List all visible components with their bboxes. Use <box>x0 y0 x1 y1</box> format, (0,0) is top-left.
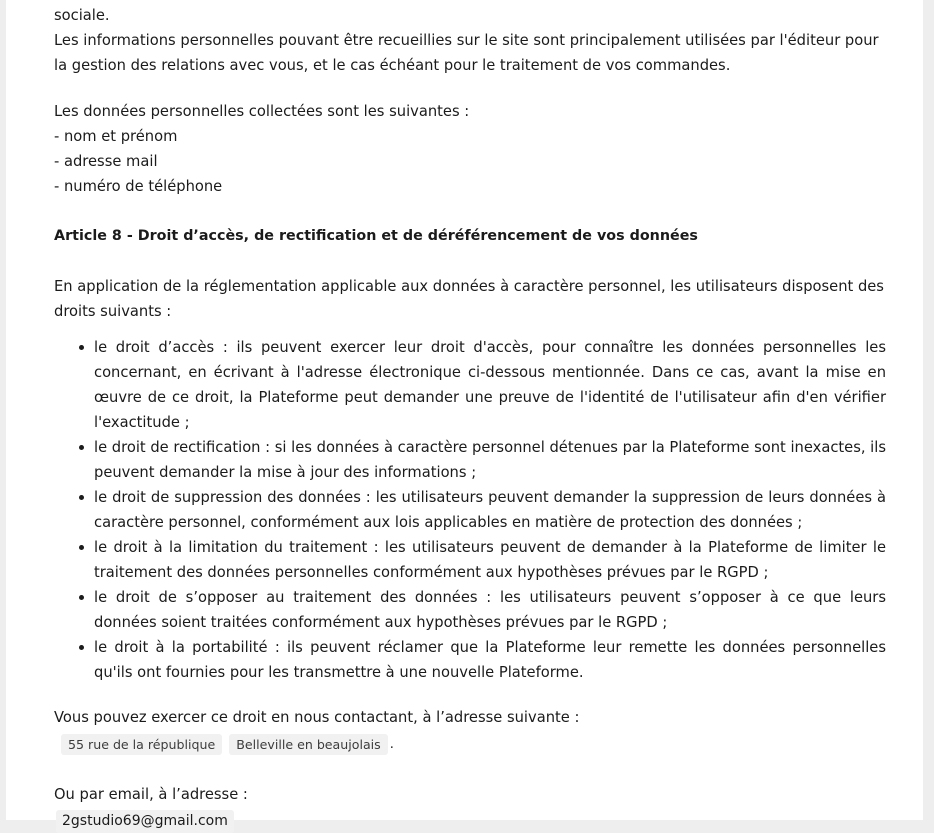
article-8-title: Article 8 - Droit d’accès, de rectification et de déréférencement de vos données <box>54 228 698 244</box>
right-limitation: le droit à la limitation du traitement : les utilisateurs peuvent de demander à la Plateforme de limiter le traitement des données personnelles conformément aux hypothèses prévues par le RGPD ; <box>94 535 886 585</box>
legal-content <box>54 3 886 833</box>
rights-list <box>54 335 886 685</box>
collected-item-phone: - numéro de téléphone <box>54 178 223 195</box>
right-rectification: le droit de rectification : si les données à caractère personnel détenues par la Plateforme sont inexactes, ils peuvent demander la mise à jour des informations ; <box>94 435 886 485</box>
collected-item-name: - nom et prénom <box>54 128 178 145</box>
collected-item-email: - adresse mail <box>54 153 158 170</box>
collected-heading: Les données personnelles collectées sont les suivantes : <box>54 103 470 120</box>
right-opposition: le droit de s’opposer au traitement des données : les utilisateurs peuvent s’opposer à ce que leurs données soient traitées conformément aux hypothèses prévues par le RGPD ; <box>94 585 886 635</box>
page <box>6 0 923 829</box>
spacer <box>54 78 886 99</box>
sociale-line: sociale. <box>54 7 110 24</box>
spacer <box>54 685 886 705</box>
email-intro: Ou par email, à l’adresse : <box>54 786 248 803</box>
address-intro: Vous pouvez exercer ce droit en nous contactant, à l’adresse suivante : <box>54 709 580 726</box>
article-8-intro: En application de la réglementation applicable aux données à caractère personnel, les utilisateurs disposent des droits suivants : <box>54 278 884 320</box>
address-city-chip: Belleville en beaujolais <box>229 734 388 755</box>
spacer <box>54 756 886 782</box>
right-portability: le droit à la portabilité : ils peuvent réclamer que la Plateforme leur remette les données personnelles qu'ils ont fournies pour les transmettre à une nouvelle Plateforme. <box>94 635 886 685</box>
right-access: le droit d’accès : ils peuvent exercer leur droit d'accès, pour connaître les données personnelles les concernant, en écrivant à l'adresse électronique ci-dessous mentionnée. Dans ce cas, avant la mise en œuvre de ce droit, la Plateforme peut demander une preuve de l'identité de l'utilisateur afin d'en vérifier l'exactitude ; <box>94 335 886 435</box>
spacer <box>54 249 886 274</box>
address-chips <box>54 733 886 756</box>
usage-paragraph: Les informations personnelles pouvant être recueillies sur le site sont principalement utilisées par l'éditeur pour la gestion des relations avec vous, et le cas échéant pour le traitement de vos commandes. <box>54 32 879 74</box>
address-period: . <box>389 737 394 752</box>
spacer <box>54 199 886 224</box>
right-deletion: le droit de suppression des données : les utilisateurs peuvent demander la suppression de leurs données à caractère personnel, conformément aux lois applicables en matière de protection des données ; <box>94 485 886 535</box>
email-address[interactable]: 2gstudio69@gmail.com <box>56 810 234 833</box>
address-street-chip: 55 rue de la république <box>61 734 222 755</box>
